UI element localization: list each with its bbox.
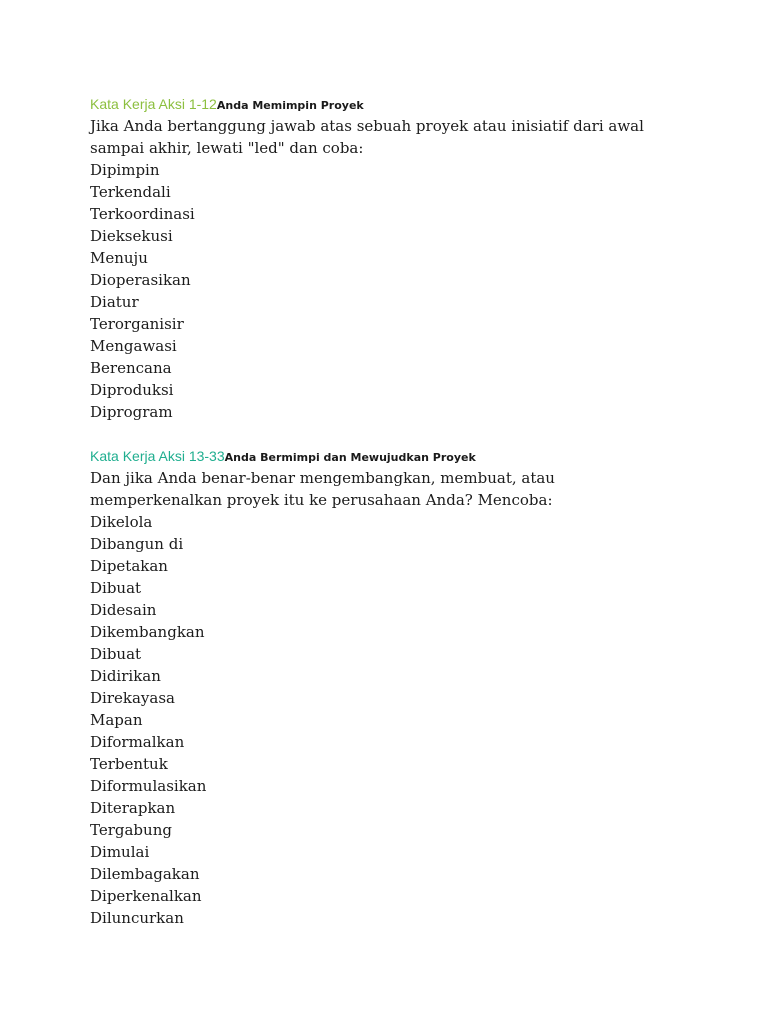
list-item: Terorganisir <box>90 315 184 333</box>
list-item: Terkendali <box>90 183 171 201</box>
list-item: Diformalkan <box>90 733 185 751</box>
list-item: Dieksekusi <box>90 227 173 245</box>
list-item: Terbentuk <box>90 755 168 773</box>
list-item: Diluncurkan <box>90 909 184 927</box>
list-item: Dipetakan <box>90 557 168 575</box>
list-item: Didesain <box>90 601 157 619</box>
list-item: Tergabung <box>90 821 172 839</box>
section-1-intro: Jika Anda bertanggung jawab atas sebuah proyek atau inisiatif dari awal sampai akhir, lewati "led" dan coba: <box>90 117 644 157</box>
list-item: Diproduksi <box>90 381 174 399</box>
list-item: Menuju <box>90 249 148 267</box>
list-item: Dioperasikan <box>90 271 191 289</box>
list-item: Dibuat <box>90 579 142 597</box>
list-item: Mapan <box>90 711 143 729</box>
list-item: Mengawasi <box>90 337 177 355</box>
section-2-heading: Kata Kerja Aksi 13-33 <box>90 448 225 464</box>
section-1 <box>90 93 690 423</box>
list-item: Dibangun di <box>90 535 184 553</box>
list-item: Diterapkan <box>90 799 176 817</box>
section-1-subheading: Anda Memimpin Proyek <box>216 99 364 112</box>
list-item: Terkoordinasi <box>90 205 195 223</box>
list-item: Didirikan <box>90 667 161 685</box>
section-1-verb-list <box>90 159 690 423</box>
section-1-heading-line <box>90 93 690 115</box>
list-item: Dimulai <box>90 843 150 861</box>
list-item: Dikembangkan <box>90 623 205 641</box>
section-2-heading-line <box>90 445 690 467</box>
section-1-heading: Kata Kerja Aksi 1-12 <box>90 96 217 112</box>
list-item: Diperkenalkan <box>90 887 202 905</box>
list-item: Dibuat <box>90 645 142 663</box>
section-2-subheading: Anda Bermimpi dan Mewujudkan Proyek <box>224 451 476 464</box>
list-item: Diprogram <box>90 403 173 421</box>
list-item: Berencana <box>90 359 172 377</box>
list-item: Dilembagakan <box>90 865 200 883</box>
list-item: Dikelola <box>90 513 153 531</box>
list-item: Diformulasikan <box>90 777 207 795</box>
section-2-verb-list <box>90 511 690 929</box>
list-item: Dipimpin <box>90 161 160 179</box>
section-2-intro: Dan jika Anda benar-benar mengembangkan, membuat, atau memperkenalkan proyek itu ke perusahaan Anda? Mencoba: <box>90 469 555 509</box>
section-2 <box>90 445 690 929</box>
document-page <box>90 93 690 929</box>
list-item: Direkayasa <box>90 689 175 707</box>
list-item: Diatur <box>90 293 139 311</box>
